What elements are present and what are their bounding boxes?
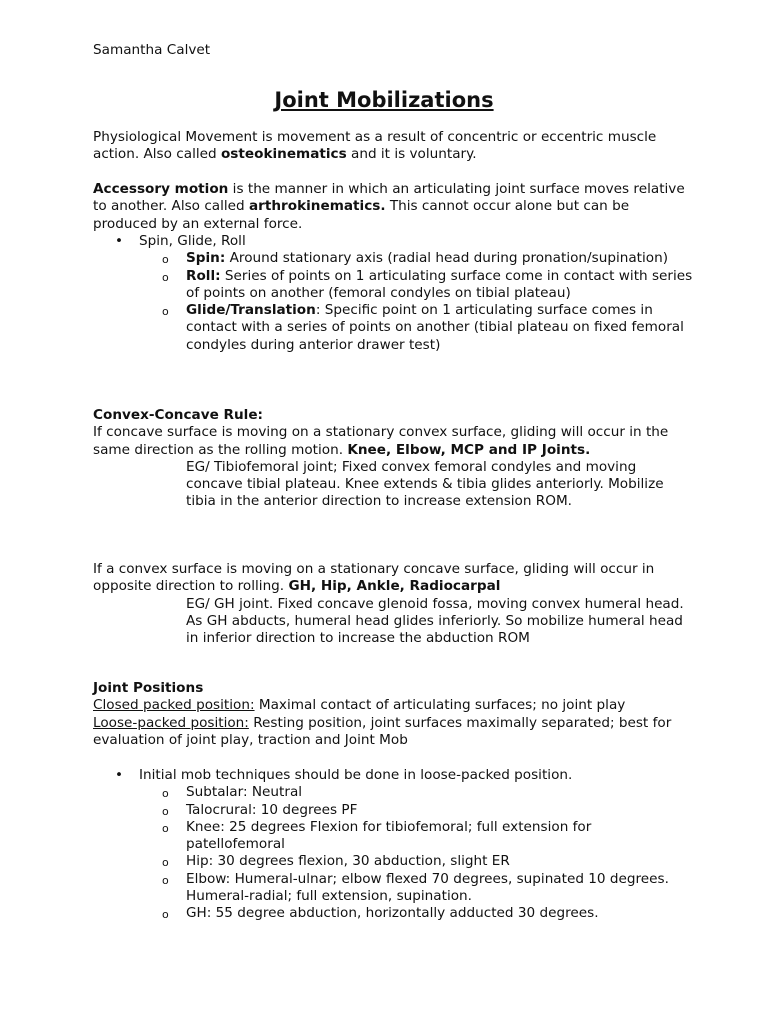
p2-text-b: is the manner in which an articulating joint surface moves relative to another. Also called xyxy=(93,181,685,215)
loose-packed-term: Loose-packed position: xyxy=(93,714,249,731)
glide-desc: : Specific point on 1 articulating surface comes in contact with a series of points on another (tibial plateau on fixed femoral condyles during anterior drawer test) xyxy=(186,302,684,353)
physiological-movement-paragraph xyxy=(93,129,693,164)
joint-positions-heading: Joint Positions xyxy=(93,680,204,696)
bullet-marker: • xyxy=(115,233,124,249)
closed-packed-line xyxy=(93,697,693,714)
rule-p2-joints: GH, Hip, Ankle, Radiocarpal xyxy=(288,578,501,595)
rule-example-2: EG/ GH joint. Fixed concave glenoid fossa, moving convex humeral head. As GH abducts, humeral head glides inferiorly. So mobilize humeral head in inferior direction to increase the abduction ROM xyxy=(186,595,684,647)
list-item xyxy=(93,268,693,303)
list-item-text: Knee: 25 degrees Flexion for tibiofemoral; full extension for patellofemoral xyxy=(186,818,592,853)
list-item-text: GH: 55 degree abduction, horizontally adducted 30 degrees. xyxy=(186,905,599,922)
loose-packed-line xyxy=(93,715,693,750)
bullet-marker: • xyxy=(115,767,124,783)
list-item xyxy=(93,819,693,854)
rule-p2-text: If a convex surface is moving on a stationary concave surface, gliding will occur in opposite direction to rolling. xyxy=(93,561,655,595)
sub-bullet-marker: o xyxy=(162,804,169,818)
p1-text-c: and it is voluntary. xyxy=(346,146,477,163)
rule-p1-text: If concave surface is moving on a stationary convex surface, gliding will occur in the same direction as the rolling motion. xyxy=(93,424,669,458)
sub-bullet-marker: o xyxy=(162,821,169,835)
arthrokinematics-term: arthrokinematics. xyxy=(249,198,386,215)
list-item xyxy=(93,784,693,801)
convex-concave-section xyxy=(93,407,693,511)
roll-term: Roll: xyxy=(186,267,221,284)
joint-positions-section xyxy=(93,680,693,749)
rule-example-1: EG/ Tibiofemoral joint; Fixed convex femoral condyles and moving concave tibial plateau. Knee extends & tibia glides anteriorly. Mobilize tibia in the anterior direction to increase extension ROM. xyxy=(186,458,664,510)
rule-paragraph-2 xyxy=(93,561,693,596)
accessory-motion-paragraph xyxy=(93,181,693,233)
list-item-text: Subtalar: Neutral xyxy=(186,784,303,801)
list-item xyxy=(93,250,693,267)
accessory-motion-term: Accessory motion xyxy=(93,181,229,197)
rule-p1-joints: Knee, Elbow, MCP and IP Joints. xyxy=(347,441,591,458)
loose-packed-desc: Resting position, joint surfaces maximally separated; best for evaluation of joint play, traction and Joint Mob xyxy=(93,714,672,748)
spin-desc: Around stationary axis (radial head during pronation/supination) xyxy=(225,250,669,267)
motions-list xyxy=(93,233,693,354)
closed-packed-desc: Maximal contact of articulating surfaces; no joint play xyxy=(254,697,626,714)
sub-bullet-marker: o xyxy=(162,270,169,284)
convex-concave-section-2 xyxy=(93,561,693,647)
rule-paragraph-1 xyxy=(93,424,693,459)
positions-list xyxy=(93,767,693,923)
glide-term: Glide/Translation xyxy=(186,302,316,319)
p1-text-a: Physiological Movement is movement as a result of concentric or eccentric muscle action. Also called xyxy=(93,129,657,163)
list-item-text: Hip: 30 degrees flexion, 30 abduction, slight ER xyxy=(186,853,510,870)
document-title: Joint Mobilizations xyxy=(274,88,494,112)
sub-bullet-marker: o xyxy=(162,873,169,887)
p1-term: osteokinematics xyxy=(220,146,347,163)
list-item-text: Talocrural: 10 degrees PF xyxy=(186,801,358,818)
list-item-text: Initial mob techniques should be done in loose-packed position. xyxy=(139,767,573,783)
closed-packed-term: Closed packed position: xyxy=(93,697,255,714)
sub-bullet-marker: o xyxy=(162,253,169,267)
list-item xyxy=(93,767,693,784)
list-item xyxy=(93,302,693,354)
spin-term: Spin: xyxy=(186,250,226,267)
list-item xyxy=(93,853,693,870)
p2-text-d: This cannot occur alone but can be produced by an external force. xyxy=(93,198,630,232)
list-item-text: Spin, Glide, Roll xyxy=(139,233,246,249)
list-item xyxy=(93,802,693,819)
author-name: Samantha Calvet xyxy=(93,42,211,58)
list-item xyxy=(93,905,693,922)
sub-bullet-marker: o xyxy=(162,908,169,922)
sub-bullet-marker: o xyxy=(162,787,169,801)
list-item xyxy=(93,871,693,906)
sub-bullet-marker: o xyxy=(162,305,169,319)
sub-bullet-marker: o xyxy=(162,856,169,870)
roll-desc: Series of points on 1 articulating surface come in contact with series of points on another (femoral condyles on tibial plateau) xyxy=(186,267,693,301)
convex-concave-heading: Convex-Concave Rule: xyxy=(93,407,263,423)
list-item-text: Elbow: Humeral-ulnar; elbow flexed 70 degrees, supinated 10 degrees. Humeral-radial; full extension, supination. xyxy=(186,870,669,905)
list-item xyxy=(93,233,693,250)
